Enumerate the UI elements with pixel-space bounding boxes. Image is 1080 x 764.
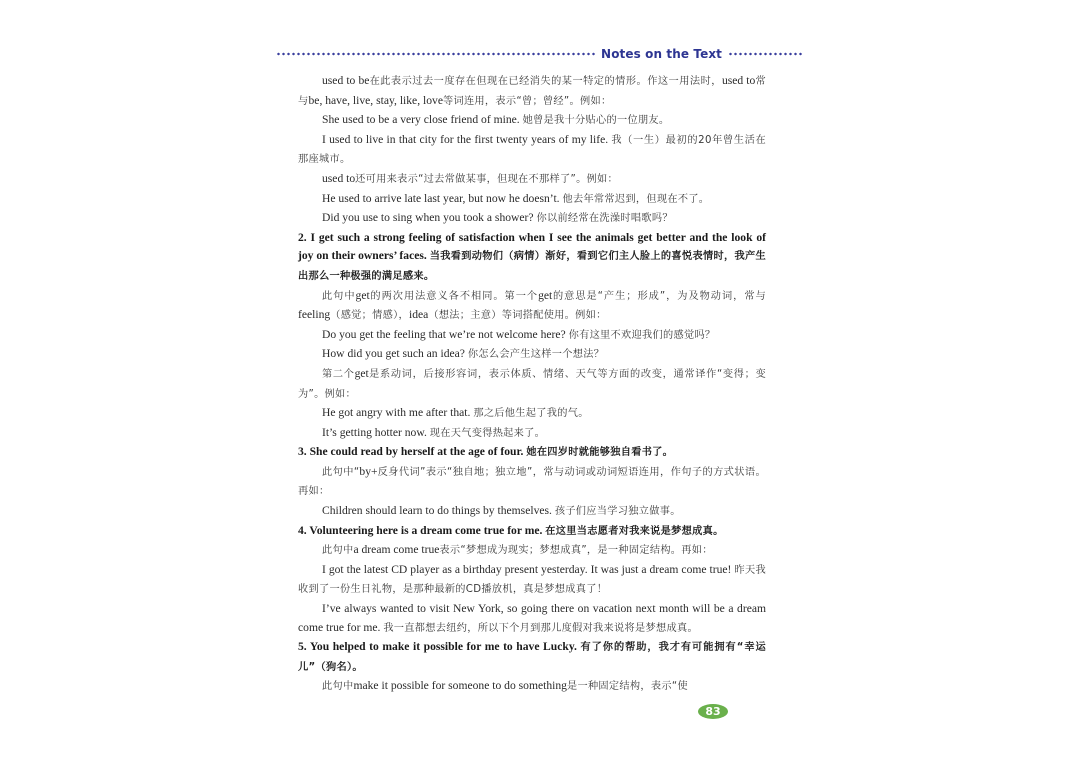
chinese-text: 此句中“ <box>322 466 360 478</box>
chinese-text: 此句中 <box>322 290 356 302</box>
chinese-text: （想法；主意）等词搭配使用。例如： <box>428 310 607 322</box>
chinese-text: 他去年常常迟到，但现在不了。 <box>562 193 710 205</box>
note-paragraph <box>298 541 766 561</box>
chinese-text: 她曾是我十分贴心的一位朋友。 <box>522 115 670 127</box>
english-text: be, have, live, stay, like, love <box>308 93 443 107</box>
chinese-text: 反身代词”表示“独自地；独立地”，常与动词或动词短语连用，作句子的方式状语。再如： <box>298 466 767 498</box>
notes-body <box>298 72 766 697</box>
chinese-text: 在这里当志愿者对我来说是梦想成真。 <box>545 525 724 537</box>
english-text: a dream come true <box>353 543 440 557</box>
chinese-text: 是系动词，后接形容词，表示体质、情绪、天气等方面的改变，通常译作“变得；变为”。例如： <box>298 368 766 400</box>
note-paragraph <box>298 345 766 365</box>
english-text: used to <box>721 74 756 87</box>
english-text: He got angry with me after that. <box>322 406 474 420</box>
section-title: Notes on the Text <box>601 47 722 61</box>
note-paragraph <box>298 170 766 190</box>
note-heading <box>298 522 766 542</box>
chinese-text: 你有这里不欢迎我们的感觉吗？ <box>568 329 716 341</box>
chinese-text: 第二个 <box>322 368 355 380</box>
chinese-text: 昨天我收到了一份生日礼物，是那种最新的CD播放机，真是梦想成真了！ <box>298 564 766 596</box>
dotted-rule-left <box>276 52 595 56</box>
chinese-text: 你怎么会产生这样一个想法？ <box>467 349 605 361</box>
english-text: used to <box>322 171 356 185</box>
note-paragraph <box>298 404 766 424</box>
chinese-text: 是一种固定结构，表示“使 <box>566 681 688 693</box>
chinese-text: 的意思是“产生；形成”，为及物动词，常与 <box>552 290 767 302</box>
note-heading <box>298 229 766 287</box>
english-text: 3. She could read by herself at the age of four. <box>298 445 527 459</box>
dotted-rule-right <box>728 52 804 56</box>
chinese-text: 还可用来表示“过去常做某事，但现在不那样了”。例如： <box>355 173 619 185</box>
english-text: I’ve always wanted to visit New York, so going there on vacation next month will be a dream come true for me. <box>298 602 766 634</box>
note-paragraph <box>298 463 766 502</box>
english-text: feeling <box>298 308 331 322</box>
textbook-page <box>276 44 806 734</box>
english-text: How did you get such an idea? <box>322 347 468 361</box>
note-paragraph <box>298 111 766 131</box>
note-paragraph <box>298 424 766 444</box>
chinese-text: 你以前经常在洗澡时唱歌吗？ <box>536 213 673 225</box>
english-text: 5. You helped to make it possible for me to have Lucky. <box>298 640 581 654</box>
english-text: 2. I get such a strong feeling of satisfaction when I see the animals get better and the look of joy on their owners’ faces. <box>298 230 766 263</box>
chinese-text: 此句中 <box>322 545 354 557</box>
chinese-text: 我一直都想去纽约，所以下个月到那儿度假对我来说将是梦想成真。 <box>383 622 698 634</box>
english-text: get <box>355 288 370 302</box>
chinese-text: 的两次用法意义各不相同。第一个 <box>369 290 539 302</box>
chinese-text: 现在天气变得热起来了。 <box>429 427 546 439</box>
chinese-text: 那之后他生起了我的气。 <box>473 408 589 420</box>
english-text: Children should learn to do things by themselves. <box>322 504 555 518</box>
chinese-text: 我（一生）最初的20年曾生活在那座城市。 <box>298 134 766 166</box>
section-header <box>276 46 804 62</box>
chinese-text: 当我看到动物们（病情）渐好，看到它们主人脸上的喜悦表情时，我产生出那么一种极强的满足感来。 <box>298 251 766 282</box>
chinese-text: 在此表示过去一度存在但现在已经消失的某一特定的情形。作这一用法时， <box>369 76 722 87</box>
note-heading <box>298 443 766 463</box>
chinese-text: 表示“梦想成为现实；梦想成真”，是一种固定结构。再如： <box>439 545 713 557</box>
note-paragraph <box>298 287 766 326</box>
note-paragraph <box>298 326 766 346</box>
note-paragraph <box>298 365 766 404</box>
note-paragraph <box>298 209 766 229</box>
english-text: It’s getting hotter now. <box>322 425 430 439</box>
note-paragraph <box>298 677 766 697</box>
english-text: get <box>354 366 369 380</box>
chinese-text: （感觉；情感）， <box>330 310 410 322</box>
english-text: make it possible for someone to do something <box>353 679 567 693</box>
note-paragraph <box>298 561 766 600</box>
english-text: idea <box>409 308 429 322</box>
english-text: 4. Volunteering here is a dream come true for me. <box>298 523 546 537</box>
chinese-text: 她在四岁时就能够独自看书了。 <box>526 447 674 459</box>
chinese-text: 常与 <box>298 76 766 107</box>
chinese-text: 有了你的帮助，我才有可能拥有“幸运儿”（狗名）。 <box>298 642 767 673</box>
note-paragraph <box>298 600 766 638</box>
english-text: by+ <box>359 464 378 478</box>
english-text: get <box>538 288 553 302</box>
page-number-badge: 83 <box>698 704 728 719</box>
english-text: used to be <box>322 74 370 87</box>
english-text: I got the latest CD player as a birthday present yesterday. It was just a dream come true! <box>322 562 735 576</box>
chinese-text: 等词连用，表示“曾；曾经”。例如： <box>442 95 612 107</box>
chinese-text: 孩子们应当学习独立做事。 <box>554 506 681 518</box>
english-text: Do you get the feeling that we’re not welcome here? <box>322 327 569 341</box>
english-text: He used to arrive late last year, but now he doesn’t. <box>322 191 563 205</box>
english-text: I used to live in that city for the first twenty years of my life. <box>322 132 612 146</box>
note-paragraph <box>298 190 766 210</box>
english-text: She used to be a very close friend of mine. <box>322 113 523 127</box>
note-paragraph <box>298 131 766 170</box>
note-heading <box>298 638 766 677</box>
note-paragraph <box>298 502 766 522</box>
english-text: Did you use to sing when you took a shower? <box>322 211 537 225</box>
note-paragraph <box>298 72 766 111</box>
chinese-text: 此句中 <box>322 681 354 693</box>
